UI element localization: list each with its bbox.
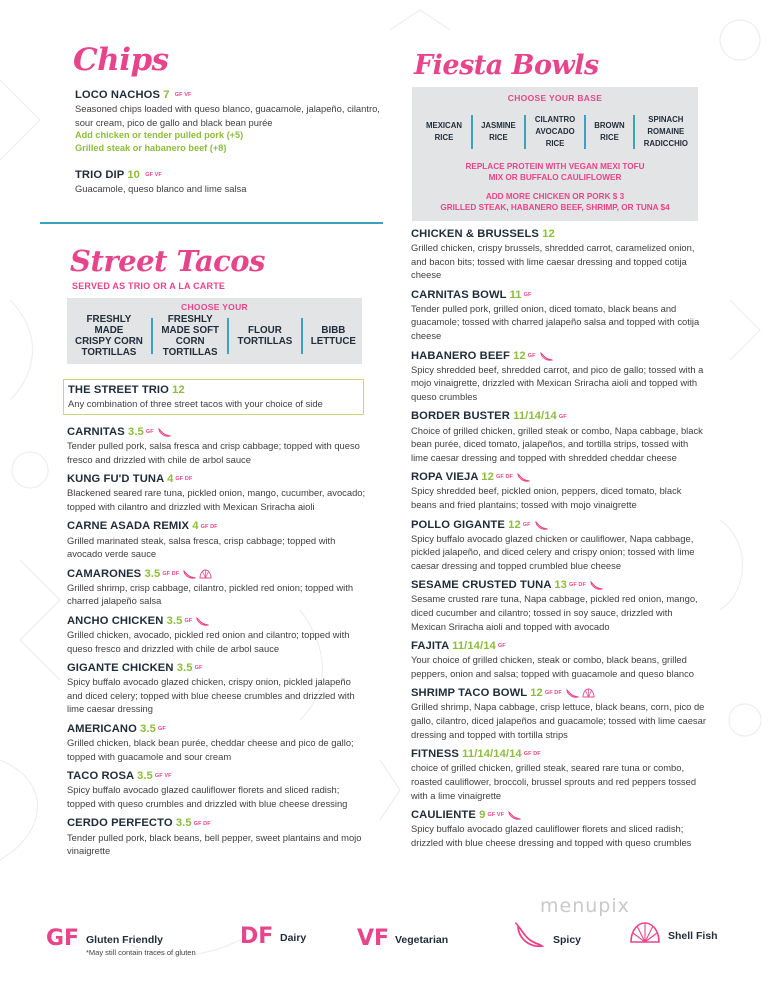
item-price: 3.5 (144, 567, 161, 580)
item-tags: GF (497, 643, 506, 650)
option-line: AVOCADO (535, 127, 575, 136)
menu-item (67, 472, 367, 513)
menu-item (75, 168, 380, 196)
protein-replace-note (412, 161, 698, 183)
item-tags: GF (194, 665, 203, 672)
item-tags: GF (157, 726, 166, 733)
item-name: FAJITA (411, 640, 449, 653)
chili-pepper-icon (589, 580, 603, 590)
chili-pepper-icon (157, 427, 171, 437)
menu-item (411, 227, 707, 282)
note-line: ADD MORE CHICKEN OR PORK $ 3 (485, 192, 625, 201)
item-description: Guacamole, queso blanco and lime salsa (75, 182, 247, 194)
street-trio-box (63, 379, 364, 415)
option-line: RICE (489, 133, 508, 142)
shellfish-icon (582, 688, 595, 698)
option-line: RICE (600, 133, 619, 142)
tortilla-choice-panel (67, 298, 362, 364)
menu-item (75, 88, 380, 156)
item-tags: GF DF (200, 523, 218, 530)
street-tacos-heading: Street Tacos (70, 244, 265, 278)
item-price: 3.5 (175, 817, 192, 830)
item-name-line (411, 288, 707, 302)
item-name: SESAME CRUSTED TUNA (411, 579, 552, 592)
item-price: 3.5 (176, 662, 193, 675)
item-name-line (411, 349, 707, 363)
item-tags: GF (145, 429, 154, 436)
tortilla-option (238, 325, 293, 347)
item-price: 11 (509, 288, 522, 301)
item-tags: GF DF (523, 751, 541, 758)
option-line: ROMAINE (647, 127, 685, 136)
item-name-line (411, 747, 707, 761)
item-name-line (67, 472, 367, 486)
item-name-line (411, 578, 707, 592)
option-line: MADE SOFT (161, 325, 220, 336)
item-description: Grilled chicken, crispy brussels, shredded carrot, caramelized onion, and bacon bits; tossed with lime caesar dressing and topped cotija cheese (411, 242, 695, 281)
item-name-line (67, 425, 367, 439)
item-tags: GF VF (154, 773, 172, 780)
item-description: Spicy buffalo avocado glazed chicken, crispy onion, pickled jalapeño and diced celery; topped with blue cheese crumbles and drizzled with lime caesar dressing (67, 676, 355, 715)
option-separator (471, 115, 473, 149)
chili-pepper-icon (565, 688, 579, 698)
legend-vf-abbr: VF (357, 926, 390, 951)
menu-item (411, 518, 707, 573)
item-description: Tender pulled pork, black beans, bell pepper, sweet plantains and mojo vinaigrette (67, 831, 362, 857)
item-price: 3.5 (166, 614, 183, 627)
legend-df-label: Dairy (280, 932, 307, 944)
item-name: THE STREET TRIO (68, 384, 169, 396)
item-tags: GF VF (487, 812, 505, 819)
item-tags: GF (523, 291, 532, 298)
option-line: RADICCHIO (643, 139, 688, 148)
item-description: Spicy shredded beef, pickled onion, peppers, diced tomato, black beans and fried plantains; tossed with mojo vinaigrette (411, 485, 682, 510)
item-tags: GF DF (162, 570, 180, 577)
menu-item (411, 349, 707, 404)
item-name: ROPA VIEJA (411, 471, 479, 484)
item-description: choice of grilled chicken, grilled steak, seared rare tuna or combo, roasted cauliflower, broccoli, brussel sprouts and red peppers tossed with a lime vinaigrette (411, 762, 697, 801)
item-name-line (67, 816, 367, 830)
base-option (644, 114, 688, 150)
shellfish-icon (199, 569, 212, 579)
item-tags: GF DF (175, 476, 193, 483)
item-tags: GF (527, 352, 536, 359)
item-price: 11/14/14/14 (462, 748, 522, 761)
note-line: MIX OR BUFFALO CAULIFLOWER (488, 173, 622, 182)
item-price: 3.5 (140, 723, 156, 735)
item-price: 9 (479, 809, 486, 822)
item-name: AMERICANO (67, 723, 137, 735)
base-choice-heading: CHOOSE YOUR BASE (507, 93, 603, 103)
legend-gf-label: Gluten Friendly (86, 934, 164, 946)
item-name-line (411, 808, 707, 822)
item-name: CHICKEN & BRUSSELS (411, 228, 539, 240)
chips-section (75, 88, 380, 201)
menu-item (411, 808, 707, 849)
option-line: FRESHLY (86, 314, 132, 325)
menu-item (67, 769, 367, 810)
item-tags: GF DF (193, 820, 211, 827)
item-name: TACO ROSA (67, 770, 134, 783)
legend-df-abbr: DF (240, 924, 274, 949)
menu-item (411, 639, 707, 680)
item-price: 12 (481, 471, 494, 484)
chili-pepper-icon (539, 351, 553, 361)
chili-pepper-icon (516, 472, 530, 482)
shellfish-icon (628, 920, 662, 946)
item-description: Grilled chicken, avocado, pickled red onion and cilantro; topped with queso fresco and drizzled with chile de arbol sauce (67, 628, 350, 654)
legend-shellfish-label: Shell Fish (668, 930, 718, 942)
tortilla-option (161, 314, 219, 358)
option-line: MADE (94, 325, 124, 336)
item-addon: Grilled steak or habanero beef (+8) (75, 143, 227, 154)
item-description: Seasoned chips loaded with queso blanco, guacamole, jalapeño, cilantro, sour cream, pico de gallo and black bean purée (75, 103, 380, 128)
menu-item (67, 425, 367, 466)
chips-heading: Chips (73, 42, 169, 78)
item-price: 12 (172, 384, 185, 396)
item-name: ANCHO CHICKEN (67, 614, 164, 627)
chili-pepper-icon (514, 922, 544, 950)
option-line: BROWN (594, 121, 625, 130)
base-option (594, 120, 624, 144)
item-name: LOCO NACHOS (75, 89, 161, 101)
option-separator (227, 318, 229, 354)
item-name: CARNITAS BOWL (411, 288, 507, 301)
option-line: SPINACH (648, 115, 684, 124)
option-line: LETTUCE (310, 336, 356, 347)
item-name: GIGANTE CHICKEN (67, 662, 174, 675)
menu-item (411, 409, 707, 464)
item-description: Tender pulled pork, grilled onion, diced tomato, black beans and guacamole; tossed with charred jalapeño salsa and topped with cotija cheese (411, 302, 700, 342)
menu-item (411, 747, 707, 802)
item-name-line (68, 383, 359, 397)
base-option (481, 120, 516, 144)
item-name: KUNG FU'D TUNA (67, 473, 164, 486)
option-line: MEXICAN (426, 121, 462, 130)
item-name: CARNITAS (67, 426, 125, 438)
item-name-line (411, 639, 707, 653)
item-description: Sesame crusted rare tuna, Napa cabbage, pickled red onion, mango, diced cucumber and cilantro; tossed in soy sauce, drizzled with Mexican Sriracha aioli and topped with avocado (411, 593, 698, 632)
item-name-line (75, 168, 380, 182)
legend-spicy-label: Spicy (553, 934, 582, 946)
legend-gf-abbr: GF (46, 926, 80, 951)
item-name: BORDER BUSTER (411, 410, 510, 423)
item-name: CAMARONES (67, 567, 142, 580)
item-name-line (411, 518, 707, 532)
item-name: CARNE ASADA REMIX (67, 520, 190, 533)
item-name: FITNESS (411, 748, 459, 761)
item-price: 3.5 (137, 770, 153, 783)
item-addon: Add chicken or tender pulled pork (+5) (75, 130, 244, 141)
item-description: Grilled marinated steak, salsa fresca, crisp cabbage; topped with avocado verde sauce (67, 534, 336, 560)
section-divider (40, 222, 383, 224)
item-description: Tender pulled pork, salsa fresca and crisp cabbage; topped with queso fresco and drizzled with chile de arbol sauce (67, 440, 360, 465)
item-tags: GF DF (544, 690, 562, 697)
option-separator (151, 318, 153, 354)
item-name-line (411, 409, 707, 423)
item-tags: GF VF (174, 92, 192, 99)
option-line: CRISPY CORN (75, 336, 143, 347)
item-name: CERDO PERFECTO (67, 817, 173, 830)
item-price: 13 (554, 579, 567, 592)
option-line: FLOUR (248, 325, 282, 336)
item-description: Grilled shrimp, Napa cabbage, crisp lettuce, black beans, corn, pico de gallo, cilantro, diced jalapeños and guacamole; tossed with lime caesar dressing and topped with tortilla strips (411, 701, 706, 740)
item-price: 4 (167, 473, 174, 486)
option-line: RICE (434, 133, 454, 142)
item-description: Spicy buffalo avocado glazed chicken or cauliflower, Napa cabbage, pickled jalapeño, and diced celery and crispy onion; tossed with lime caesar dressing and topped crumbled blue cheese (411, 532, 695, 571)
tortilla-options (67, 312, 362, 358)
item-name: HABANERO BEEF (411, 349, 510, 362)
tortilla-choice-heading: CHOOSE YOUR (181, 302, 248, 312)
option-line: JASMINE (481, 121, 516, 130)
item-price: 3.5 (128, 426, 144, 438)
item-name: POLLO GIGANTE (411, 518, 505, 531)
option-separator (524, 115, 526, 149)
watermark-logo: menupix (540, 895, 630, 917)
item-name-line (67, 614, 367, 628)
item-price: 12 (530, 687, 543, 700)
option-line: RICE (545, 139, 565, 148)
item-description: Choice of grilled chicken, grilled steak or combo, Napa cabbage, black bean purée, diced tomato, jalapeños, and tortilla strips, tossed with lime caesar dressing and topped with shredded cheddar cheese (411, 424, 703, 463)
menu-item (411, 288, 707, 343)
item-price: 12 (542, 228, 555, 240)
item-description: Any combination of three street tacos with your choice of side (68, 398, 323, 409)
item-price: 11/14/14 (513, 410, 557, 423)
item-name: CAULIENTE (411, 809, 476, 822)
item-description: Spicy buffalo avocado glazed cauliflower florets and sliced radish; drizzled with blue cheese dressing and topped with queso crumbles (411, 823, 692, 848)
base-option (426, 120, 462, 144)
item-name-line (411, 686, 707, 700)
item-price: 12 (508, 518, 521, 531)
item-name-line (67, 722, 367, 736)
fiesta-bowls-heading: Fiesta Bowls (414, 50, 599, 81)
bowls-list (411, 227, 707, 855)
item-price: 12 (513, 349, 526, 362)
item-name-line (67, 769, 367, 783)
legend (0, 920, 769, 980)
tortilla-option (311, 325, 356, 347)
item-price: 10 (127, 168, 140, 181)
chili-pepper-icon (534, 520, 548, 530)
option-line: TORTILLAS (162, 347, 218, 358)
menu-item (411, 470, 707, 511)
menu-item (411, 578, 707, 633)
item-tags: GF (558, 413, 567, 420)
item-name-line (75, 88, 380, 102)
legend-vf-label: Vegetarian (395, 934, 449, 946)
base-options (412, 103, 698, 155)
item-name-line (411, 227, 707, 241)
option-line: BIBB (321, 325, 346, 336)
item-tags: GF DF (495, 474, 513, 481)
item-description: Spicy buffalo avocado glazed cauliflower florets and sliced radish; topped with queso crumbles and drizzled with blue cheese dressing (67, 784, 348, 809)
item-description: Grilled shrimp, crisp cabbage, cilantro, pickled red onion; topped with charred jalapeño salsa (67, 581, 354, 607)
menu-item (67, 661, 367, 716)
item-name-line (67, 661, 367, 675)
option-separator (584, 115, 586, 149)
tortilla-option (75, 314, 143, 358)
menu-item (67, 816, 367, 857)
menu-item (67, 722, 367, 763)
item-tags: GF DF (568, 582, 586, 589)
item-description: Spicy shredded beef, shredded carrot, and pico de gallo; tossed with a mojo vinaigrette, drizzled with Mexican Sriracha aioli and topped with queso crumbles (411, 363, 704, 402)
base-option (535, 114, 575, 150)
option-line: CILANTRO (534, 115, 576, 124)
option-line: CORN (175, 336, 205, 347)
item-name-line (67, 567, 367, 581)
street-tacos-subheading: SERVED AS TRIO OR A LA CARTE (72, 281, 226, 291)
base-choice-panel (412, 87, 698, 221)
menu-item (411, 686, 707, 741)
menu-item (67, 614, 367, 655)
note-line: REPLACE PROTEIN WITH VEGAN MEXI TOFU (465, 162, 645, 171)
menu-item (67, 519, 367, 560)
item-tags: GF VF (145, 171, 162, 178)
option-line: FRESHLY (167, 314, 213, 325)
tacos-list (67, 425, 367, 864)
option-separator (301, 318, 303, 354)
item-name: TRIO DIP (75, 168, 125, 181)
item-description: Blackened seared rare tuna, pickled onion, mango, cucumber, avocado; topped with cilantro and drizzled with Mexican Sriracha aioli (67, 487, 366, 512)
item-price: 7 (163, 89, 170, 101)
option-line: TORTILLAS (237, 336, 293, 347)
chili-pepper-icon (182, 569, 196, 579)
legend-gf-note: *May still contain traces of gluten (86, 948, 196, 957)
item-name: SHRIMP TACO BOWL (411, 687, 527, 700)
chili-pepper-icon (507, 810, 521, 820)
item-name-line (411, 470, 707, 484)
chili-pepper-icon (195, 616, 209, 626)
item-description: Grilled chicken, black bean purée, cheddar cheese and pico de gallo; topped with guacamole and sour cream (67, 737, 354, 762)
item-price: 11/14/14 (452, 640, 496, 653)
item-tags: GF (522, 521, 531, 528)
option-separator (633, 115, 635, 149)
item-description: Your choice of grilled chicken, steak or combo, black beans, grilled peppers, onion and salsa; topped with guacamole and queso blanco (411, 654, 695, 679)
item-tags: GF (184, 617, 193, 624)
add-protein-note (412, 191, 698, 213)
note-line: GRILLED STEAK, HABANERO BEEF, SHRIMP, OR TUNA $4 (440, 203, 670, 212)
option-line: TORTILLAS (81, 347, 137, 358)
item-price: 4 (192, 520, 199, 533)
item-name-line (67, 519, 367, 533)
menu-item (67, 567, 367, 608)
